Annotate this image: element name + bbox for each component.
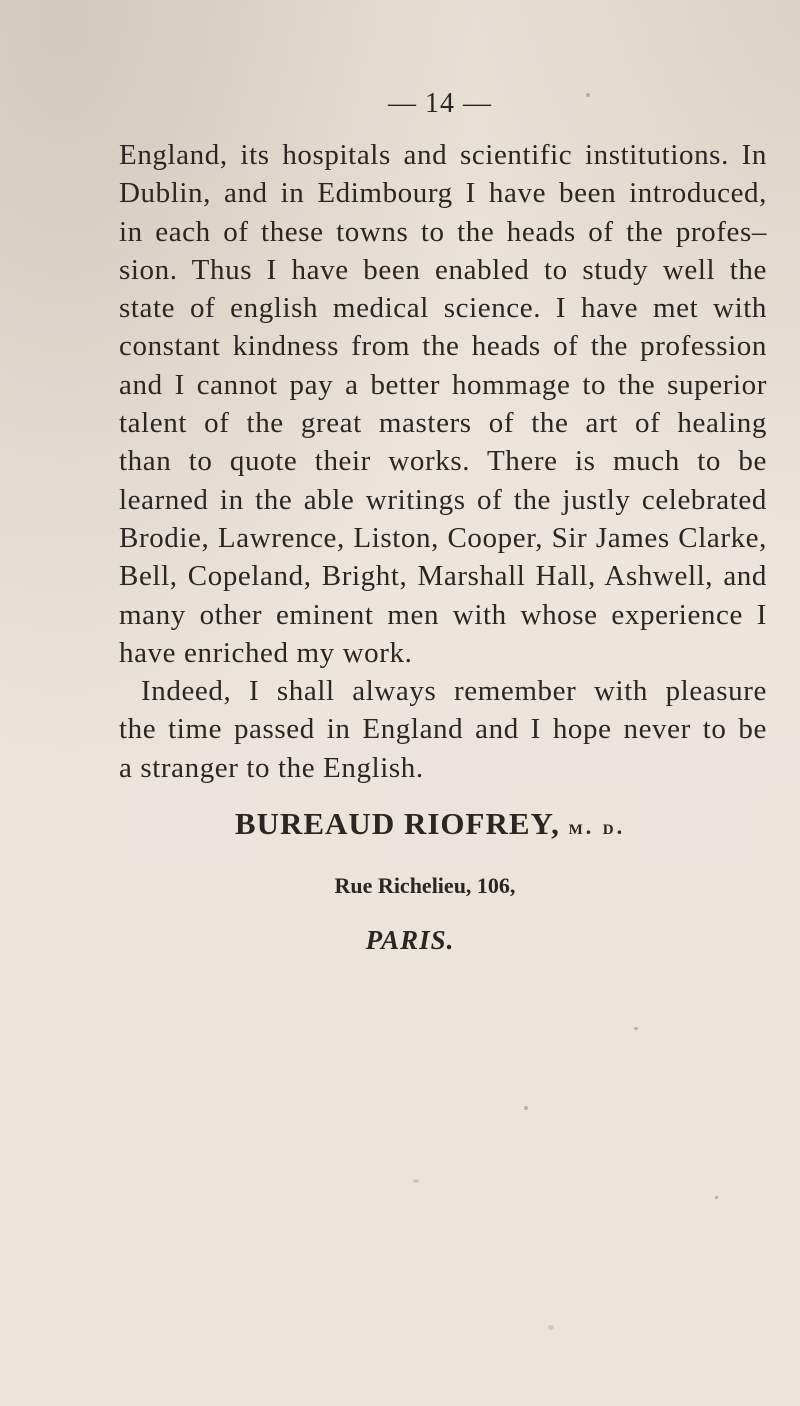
- body-line: have enriched my work.: [119, 636, 413, 669]
- paper-speck: [548, 1325, 554, 1330]
- body-line: in each of these towns to the heads of the profes–: [119, 215, 767, 248]
- body-line: the time passed in England and I hope never to be: [119, 713, 767, 746]
- body-line: Indeed, I shall always remember with pleasure: [141, 675, 767, 708]
- body-line: a stranger to the English.: [119, 751, 424, 784]
- body-line: many other eminent men with whose experience I: [119, 598, 767, 631]
- address: Rue Richelieu, 106,: [334, 873, 516, 898]
- body-line: learned in the able writings of the justly celebrated: [119, 483, 767, 516]
- body-line: Brodie, Lawrence, Liston, Cooper, Sir James Clarke,: [119, 521, 767, 554]
- signature: [0, 806, 800, 842]
- body-line: and I cannot pay a better hommage to the superior: [119, 368, 767, 401]
- body-line: constant kindness from the heads of the profession: [119, 330, 767, 363]
- body-line: Bell, Copeland, Bright, Marshall Hall, Ashwell, and: [119, 560, 767, 593]
- signature-title: m. d.: [568, 814, 626, 839]
- body-line: state of english medical science. I have met with: [119, 292, 767, 325]
- body-line: talent of the great masters of the art of healing: [119, 407, 767, 440]
- paper-speck: [524, 1106, 528, 1110]
- paper-speck: [715, 1196, 718, 1199]
- page-number: — 14 —: [388, 88, 492, 119]
- paper-speck: [413, 1179, 419, 1183]
- paper-speck: [586, 93, 590, 97]
- city: PARIS.: [365, 925, 455, 955]
- paper-speck: [634, 1027, 638, 1030]
- body-line: sion. Thus I have been enabled to study well the: [119, 253, 767, 286]
- body-line: Dublin, and in Edimbourg I have been introduced,: [119, 177, 767, 210]
- body-text: [119, 136, 767, 787]
- body-line: than to quote their works. There is much to be: [119, 445, 767, 478]
- signature-name: BUREAUD RIOFREY,: [234, 806, 560, 841]
- body-line: England, its hospitals and scientific institutions. In: [119, 139, 767, 171]
